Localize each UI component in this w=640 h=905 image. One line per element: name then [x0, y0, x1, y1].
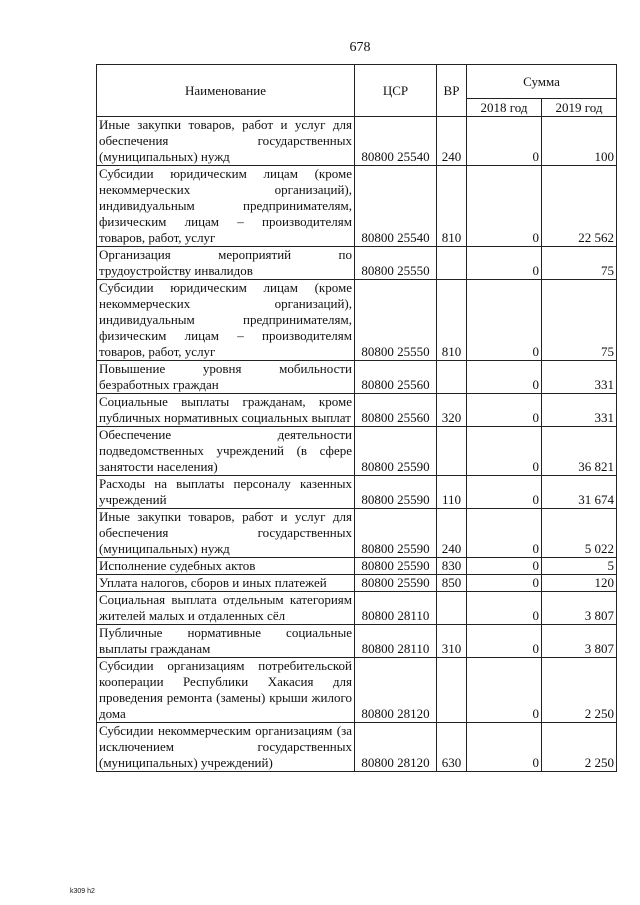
- row-csr: 80800 25540: [355, 117, 437, 166]
- row-2018: 0: [467, 247, 542, 280]
- row-2019: 331: [542, 361, 617, 394]
- row-2018: 0: [467, 361, 542, 394]
- row-vr: [437, 361, 467, 394]
- row-csr: 80800 25540: [355, 166, 437, 247]
- row-vr: 810: [437, 166, 467, 247]
- row-2018: 0: [467, 509, 542, 558]
- row-csr: 80800 28120: [355, 658, 437, 723]
- row-name: Публичные нормативные социальные выплаты гражданам: [97, 625, 355, 658]
- row-name: Исполнение судебных актов: [97, 558, 355, 575]
- table-row: [97, 476, 617, 509]
- row-vr: 240: [437, 117, 467, 166]
- row-vr: [437, 427, 467, 476]
- row-csr: 80800 25590: [355, 509, 437, 558]
- row-2019: 331: [542, 394, 617, 427]
- row-2018: 0: [467, 394, 542, 427]
- row-csr: 80800 25590: [355, 427, 437, 476]
- row-vr: [437, 592, 467, 625]
- table-row: [97, 280, 617, 361]
- row-name: Социальная выплата отдельным категориям жителей малых и отдаленных сёл: [97, 592, 355, 625]
- table-row: [97, 658, 617, 723]
- table-body: [97, 117, 617, 772]
- row-vr: 850: [437, 575, 467, 592]
- row-2019: 36 821: [542, 427, 617, 476]
- row-vr: 830: [437, 558, 467, 575]
- row-2018: 0: [467, 575, 542, 592]
- row-name: Иные закупки товаров, работ и услуг для обеспечения государственных (муниципальных) нужд: [97, 117, 355, 166]
- row-name: Уплата налогов, сборов и иных платежей: [97, 575, 355, 592]
- row-2019: 22 562: [542, 166, 617, 247]
- row-csr: 80800 28110: [355, 625, 437, 658]
- row-vr: 110: [437, 476, 467, 509]
- table-row: [97, 575, 617, 592]
- budget-table: [96, 64, 617, 772]
- row-name: Организация мероприятий по трудоустройству инвалидов: [97, 247, 355, 280]
- row-name: Расходы на выплаты персоналу казенных учреждений: [97, 476, 355, 509]
- row-csr: 80800 25590: [355, 476, 437, 509]
- header-sum: Сумма: [467, 65, 617, 99]
- row-2019: 100: [542, 117, 617, 166]
- header-name: Наименование: [97, 65, 355, 117]
- row-name: Субсидии юридическим лицам (кроме некоммерческих организаций), индивидуальным предпринимателям, физическим лицам – производителям товаров, работ, услуг: [97, 166, 355, 247]
- header-csr: ЦСР: [355, 65, 437, 117]
- row-vr: [437, 247, 467, 280]
- row-2018: 0: [467, 723, 542, 772]
- row-2018: 0: [467, 476, 542, 509]
- row-2018: 0: [467, 658, 542, 723]
- row-2019: 75: [542, 280, 617, 361]
- row-2019: 5 022: [542, 509, 617, 558]
- header-vr: ВР: [437, 65, 467, 117]
- row-2019: 75: [542, 247, 617, 280]
- row-name: Субсидии юридическим лицам (кроме некоммерческих организаций), индивидуальным предпринимателям, физическим лицам – производителям товаров, работ, услуг: [97, 280, 355, 361]
- row-2019: 120: [542, 575, 617, 592]
- row-csr: 80800 25560: [355, 394, 437, 427]
- row-csr: 80800 25590: [355, 575, 437, 592]
- row-vr: 810: [437, 280, 467, 361]
- table-header: [97, 65, 617, 117]
- row-2018: 0: [467, 592, 542, 625]
- row-name: Субсидии организациям потребительской кооперации Республики Хакасия для проведения ремонта (замены) крыши жилого дома: [97, 658, 355, 723]
- table-row: [97, 394, 617, 427]
- row-vr: 630: [437, 723, 467, 772]
- row-csr: 80800 25550: [355, 280, 437, 361]
- row-2018: 0: [467, 625, 542, 658]
- page-number: 678: [349, 40, 371, 55]
- header-year-2019: 2019 год: [542, 99, 617, 117]
- row-2019: 3 807: [542, 592, 617, 625]
- row-csr: 80800 28110: [355, 592, 437, 625]
- row-name: Иные закупки товаров, работ и услуг для обеспечения государственных (муниципальных) нужд: [97, 509, 355, 558]
- row-name: Социальные выплаты гражданам, кроме публичных нормативных социальных выплат: [97, 394, 355, 427]
- table-row: [97, 117, 617, 166]
- table-row: [97, 625, 617, 658]
- row-csr: 80800 25550: [355, 247, 437, 280]
- row-vr: 320: [437, 394, 467, 427]
- row-2019: 5: [542, 558, 617, 575]
- row-vr: 310: [437, 625, 467, 658]
- table-row: [97, 723, 617, 772]
- row-name: Субсидии некоммерческим организациям (за исключением государственных (муниципальных) учреждений): [97, 723, 355, 772]
- row-2018: 0: [467, 117, 542, 166]
- row-2019: 3 807: [542, 625, 617, 658]
- row-2019: 2 250: [542, 723, 617, 772]
- row-name: Повышение уровня мобильности безработных граждан: [97, 361, 355, 394]
- table-row: [97, 427, 617, 476]
- table-row: [97, 247, 617, 280]
- row-vr: [437, 658, 467, 723]
- row-vr: 240: [437, 509, 467, 558]
- row-2018: 0: [467, 558, 542, 575]
- row-2018: 0: [467, 166, 542, 247]
- row-name: Обеспечение деятельности подведомственных учреждений (в сфере занятости населения): [97, 427, 355, 476]
- row-2018: 0: [467, 427, 542, 476]
- table-row: [97, 509, 617, 558]
- table-row: [97, 166, 617, 247]
- footer-code: k309 h2: [70, 888, 95, 895]
- row-2019: 2 250: [542, 658, 617, 723]
- row-csr: 80800 25590: [355, 558, 437, 575]
- header-year-2018: 2018 год: [467, 99, 542, 117]
- table-row: [97, 558, 617, 575]
- table-row: [97, 361, 617, 394]
- row-2019: 31 674: [542, 476, 617, 509]
- table-row: [97, 592, 617, 625]
- row-csr: 80800 28120: [355, 723, 437, 772]
- row-2018: 0: [467, 280, 542, 361]
- row-csr: 80800 25560: [355, 361, 437, 394]
